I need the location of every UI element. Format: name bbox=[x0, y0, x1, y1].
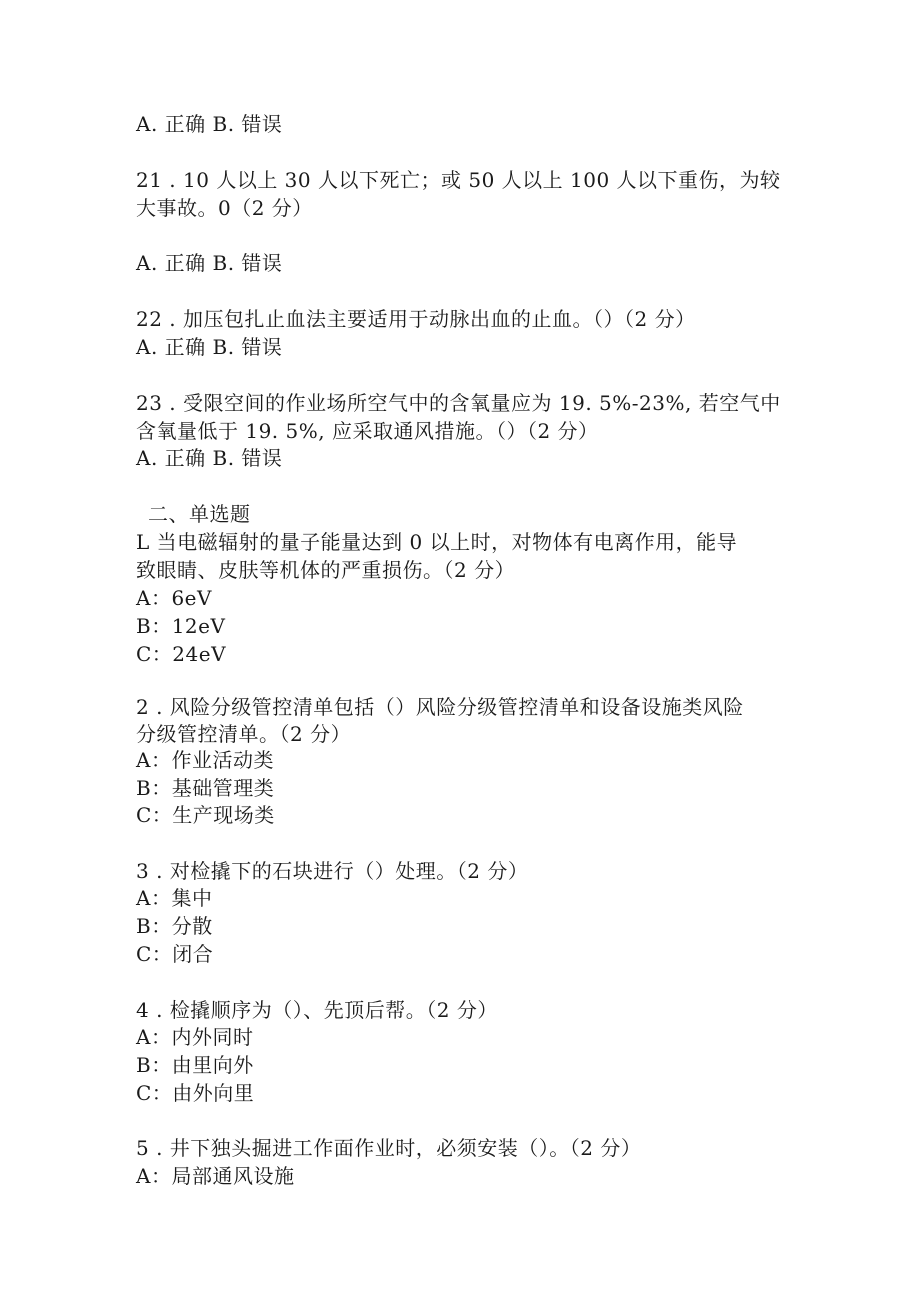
sq1-text-line2: 致眼睛、皮肤等机体的严重损伤。（2 分） bbox=[136, 558, 516, 582]
sq1-option-a: A：6eV bbox=[136, 586, 212, 610]
sq2-text-line1: 2 . 风险分级管控清单包括（）风险分级管控清单和设备设施类风险 bbox=[136, 695, 744, 719]
sq2-option-a: A：作业活动类 bbox=[136, 748, 274, 772]
sq2-text-line2: 分级管控清单。（2 分） bbox=[136, 722, 352, 746]
sq4-option-a: A：内外同时 bbox=[136, 1025, 254, 1049]
section-heading-single-choice: 二、单选题 bbox=[148, 502, 251, 526]
sq3-option-b: B：分散 bbox=[136, 914, 213, 938]
sq3-option-a: A：集中 bbox=[136, 886, 213, 910]
q21-options: A. 正确 B. 错误 bbox=[136, 251, 283, 275]
sq4-option-b: B：由里向外 bbox=[136, 1053, 254, 1077]
q23-text-line1: 23 . 受限空间的作业场所空气中的含氧量应为 19. 5%-23%, 若空气中 bbox=[136, 391, 781, 415]
sq2-option-c: C：生产现场类 bbox=[136, 803, 275, 827]
sq4-option-c: C：由外向里 bbox=[136, 1081, 255, 1105]
sq2-option-b: B：基础管理类 bbox=[136, 776, 275, 800]
q23-text-line2: 含氧量低于 19. 5%, 应采取通风措施。（）（2 分） bbox=[136, 419, 599, 443]
sq5-text: 5 . 井下独头掘进工作面作业时，必须安装（）。（2 分） bbox=[136, 1136, 642, 1160]
q23-options: A. 正确 B. 错误 bbox=[136, 446, 283, 470]
q21-text-line2: 大事故。0（2 分） bbox=[136, 196, 313, 220]
sq1-option-c: C：24eV bbox=[136, 642, 227, 666]
q20-options: A. 正确 B. 错误 bbox=[136, 112, 283, 136]
sq5-option-a: A：局部通风设施 bbox=[136, 1164, 295, 1188]
q22-text: 22 . 加压包扎止血法主要适用于动脉出血的止血。（）（2 分） bbox=[136, 307, 696, 331]
sq4-text: 4 . 检撬顺序为（）、先顶后帮。（2 分） bbox=[136, 998, 498, 1022]
sq3-text: 3 . 对检撬下的石块进行（）处理。（2 分） bbox=[136, 859, 529, 883]
sq3-option-c: C：闭合 bbox=[136, 942, 214, 966]
sq1-option-b: B：12eV bbox=[136, 614, 226, 638]
sq1-text-line1: L 当电磁辐射的量子能量达到 0 以上时，对物体有电离作用，能导 bbox=[136, 530, 738, 554]
q22-options: A. 正确 B. 错误 bbox=[136, 335, 283, 359]
q21-text-line1: 21 . 10 人以上 30 人以下死亡；或 50 人以上 100 人以下重伤，为较 bbox=[136, 168, 781, 192]
